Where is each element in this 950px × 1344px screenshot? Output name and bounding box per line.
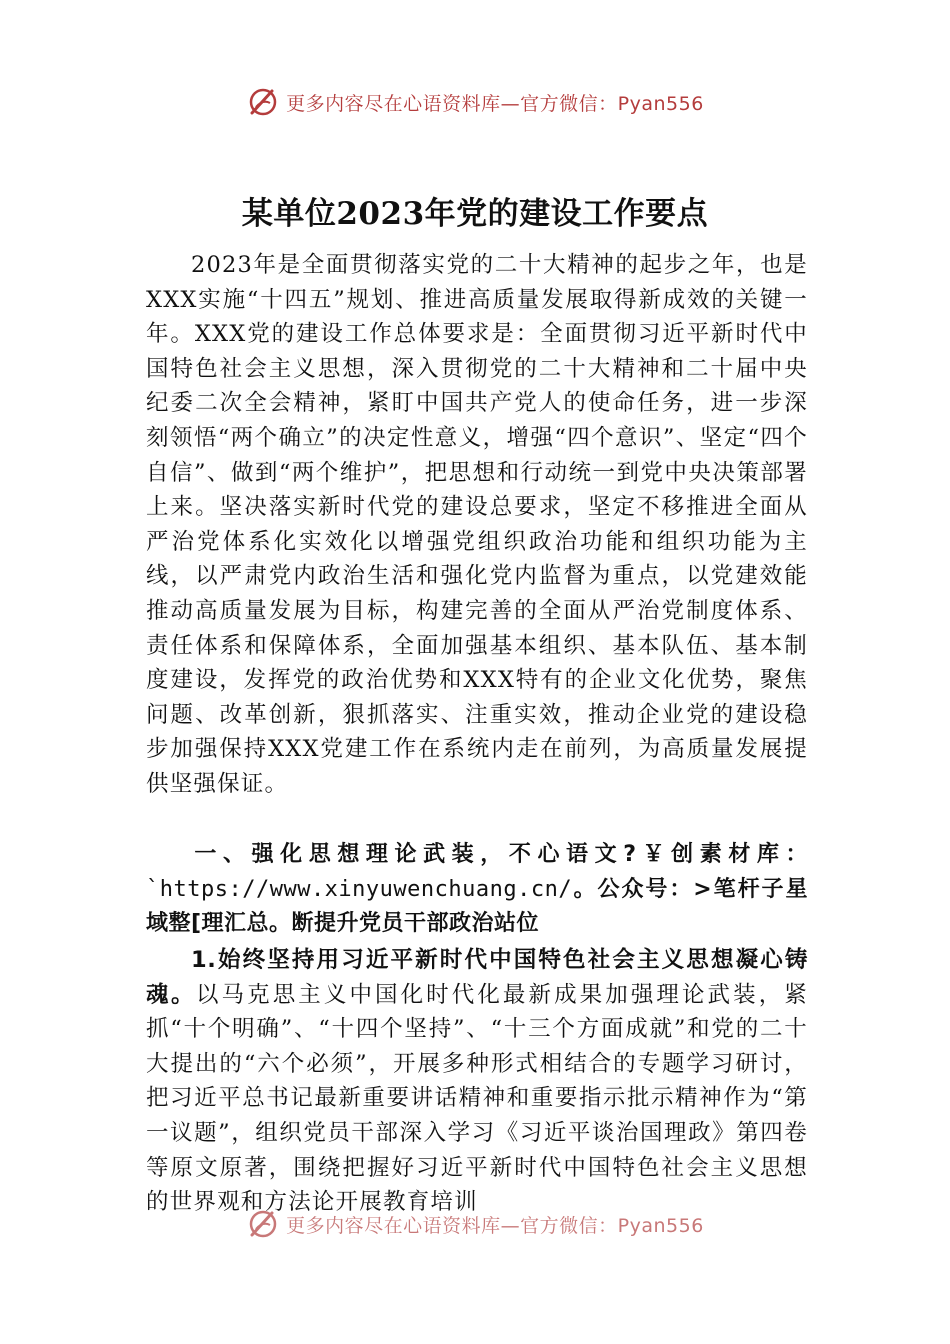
pen-logo-icon [246,85,280,119]
heading-part-1: 一、强化思想理论武装，不心语文?￥创素材库： [194,842,808,867]
section-heading-1 [146,838,808,942]
item-lead: 1.始终坚持用习近平新时代中国特色社会主义思想凝心铸魂。 [146,947,808,1008]
watermark-text: 更多内容尽在心语资料库—官方微信：Pyan556 [286,1214,704,1237]
watermark-text: 更多内容尽在心语资料库—官方微信：Pyan556 [286,92,704,115]
watermark-banner-bottom [0,1206,950,1242]
item-paragraph-1 [146,943,808,1220]
pen-logo-icon [246,1207,280,1241]
item-body: 以马克思主义中国化时代化最新成果加强理论武装，紧抓“十个明确”、“十四个坚持”、“十三个方面成就”和党的二十大提出的“六个必须”，开展多种形式相结合的专题学习研讨，把习近平总书记最新重要讲话精神和重要指示批示精神作为“第一议题”，组织党员干部深入学习《习近平谈治国理政》第四卷等原文原著，围绕把握好习近平新时代中国特色社会主义思想的世界观和方法论开展教育培训 [146,981,808,1216]
heading-url: `https://www.xinyuwenchuang.cn/ [146,876,573,902]
heading-part-2: 。公众号：>笔杆子星域整[理汇总。断提升党员干部政治站位 [146,876,808,937]
watermark-banner-top [0,84,950,120]
intro-paragraph: 2023年是全面贯彻落实党的二十大精神的起步之年，也是XXX实施“十四五”规划、推进高质量发展取得新成效的关键一年。XXX党的建设工作总体要求是：全面贯彻习近平新时代中国特色社会主义思想，深入贯彻党的二十大精神和二十届中央纪委二次全会精神，紧盯中国共产党人的使命任务，进一步深刻领悟“两个确立”的决定性意义，增强“四个意识”、坚定“四个自信”、做到“两个维护”，把思想和行动统一到党中央决策部署上来。坚决落实新时代党的建设总要求，坚定不移推进全面从严治党体系化实效化以增强党组织政治功能和组织功能为主线，以严肃党内政治生活和强化党内监督为重点，以党建效能推动高质量发展为目标，构建完善的全面从严治党制度体系、责任体系和保障体系，全面加强基本组织、基本队伍、基本制度建设，发挥党的政治优势和XXX特有的企业文化优势，聚焦问题、改革创新，狠抓落实、注重实效，推动企业党的建设稳步加强保持XXX党建工作在系统内走在前列，为高质量发展提供坚强保证。 [146,252,808,797]
document-title: 某单位2023年党的建设工作要点 [241,196,709,232]
